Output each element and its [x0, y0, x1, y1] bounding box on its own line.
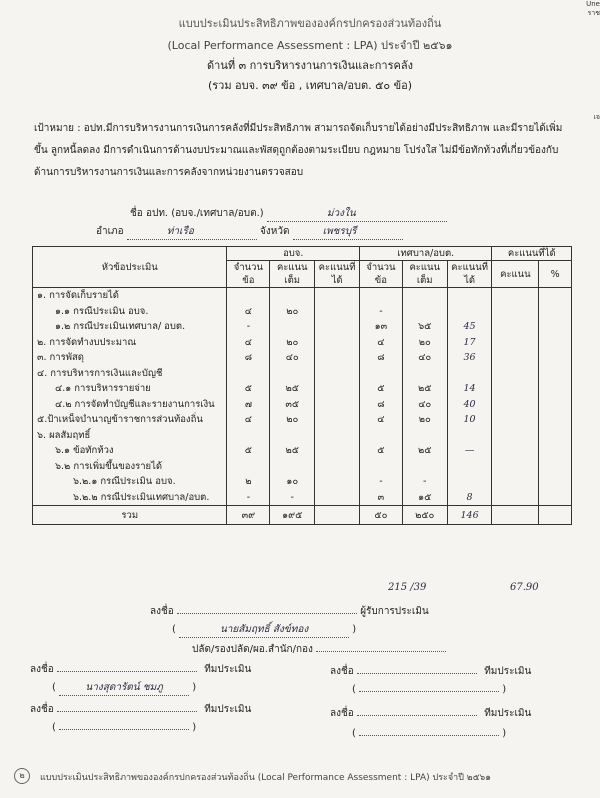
cell-s — [492, 443, 539, 459]
cell-s — [492, 490, 539, 506]
cell-a3 — [315, 304, 360, 320]
extra-note-1: 215 /39 — [388, 582, 427, 593]
edge-text-3: เจ — [593, 113, 600, 121]
team3-role: ทีมประเมิน — [204, 704, 252, 715]
cell-m2 — [402, 304, 447, 320]
page-footer: แบบประเมินประสิทธิภาพขององค์กรปกครองส่วนท้องถิ่น (Local Performance Assessment : LPA) ประจำปี ๒๕๖๑ — [40, 773, 491, 783]
cell-a3 — [315, 428, 360, 444]
cell-m2: ๔๐ — [402, 397, 447, 413]
percent-header: % — [539, 261, 572, 288]
table-row — [33, 304, 572, 320]
cell-m3 — [447, 428, 492, 444]
col-topic-header: หัวข้อประเมิน — [33, 247, 227, 288]
district-value: ท่าเรือ — [166, 226, 194, 237]
team4-role: ทีมประเมิน — [484, 708, 532, 719]
position-label: ปลัด/รองปลัด/ผอ.สำนัก/กอง — [192, 644, 313, 655]
row-topic: ๖.๒.๒ กรณีประเมินเทศบาล/อบต. — [33, 490, 227, 506]
cell-m2: ๒๐ — [402, 412, 447, 428]
main-sign-role: ผู้รับการประเมิน — [360, 606, 429, 617]
cell-a3 — [315, 490, 360, 506]
cell-m1 — [359, 288, 402, 304]
team4-sign-label: ลงชื่อ — [330, 708, 354, 719]
row-topic: ๕.ป้าเหน็จบำนาญข้าราชการส่วนท้องถิ่น — [33, 412, 227, 428]
cell-a2: ๔๐ — [270, 350, 315, 366]
pao-got-header: คะแนนที่ได้ — [315, 261, 360, 288]
main-signature-line — [150, 604, 429, 619]
mun-count-header: จำนวนข้อ — [359, 261, 402, 288]
total-label: รวม — [33, 506, 227, 525]
team1-role: ทีมประเมิน — [204, 664, 252, 675]
cell-m3: 36 — [447, 350, 492, 366]
row-topic: ๖.๒.๑ กรณีประเมิน อบจ. — [33, 474, 227, 490]
cell-m3: — — [447, 443, 492, 459]
cell-p — [539, 366, 572, 382]
table-row — [33, 350, 572, 366]
mun-got-header: คะแนนที่ได้ — [447, 261, 492, 288]
cell-a1 — [227, 288, 270, 304]
org-name-label: ชื่อ อปท. (อบจ./เทศบาล/อบต.) — [130, 208, 264, 219]
total-m2: ๒๕๐ — [402, 506, 447, 525]
header-line-2: (Local Performance Assessment : LPA) ประจำปี ๒๕๖๑ — [167, 39, 453, 52]
cell-a1: ๔ — [227, 304, 270, 320]
cell-s — [492, 319, 539, 335]
cell-m2: ๖๕ — [402, 319, 447, 335]
team1-name: ( นางสุดารัตน์ ชมภู ) — [52, 680, 196, 696]
pao-count-header: จำนวนข้อ — [227, 261, 270, 288]
cell-a2 — [270, 366, 315, 382]
cell-p — [539, 412, 572, 428]
row-topic: ๒. การจัดทำงบประมาณ — [33, 335, 227, 351]
table-row — [33, 319, 572, 335]
table-row — [33, 474, 572, 490]
cell-s — [492, 428, 539, 444]
cell-p — [539, 335, 572, 351]
team3-signature — [30, 702, 251, 717]
total-m3: 146 — [447, 506, 492, 525]
cell-p — [539, 474, 572, 490]
cell-a1 — [227, 428, 270, 444]
cell-m3: 40 — [447, 397, 492, 413]
cell-m1 — [359, 428, 402, 444]
page-edge-text — [580, 0, 600, 160]
cell-m2: ๒๕ — [402, 381, 447, 397]
team4-name: ( ) — [352, 728, 507, 739]
cell-a2 — [270, 319, 315, 335]
cell-m1: ๔ — [359, 412, 402, 428]
cell-s — [492, 397, 539, 413]
cell-m3 — [447, 459, 492, 475]
main-signer-name-value: นายสัมฤทธิ์ สังข์ทอง — [179, 622, 349, 638]
cell-a1: ๔ — [227, 412, 270, 428]
cell-a2: ๑๐ — [270, 474, 315, 490]
cell-a1 — [227, 459, 270, 475]
cell-m1: ๕ — [359, 381, 402, 397]
row-topic: ๑. การจัดเก็บรายได้ — [33, 288, 227, 304]
district-field — [96, 224, 403, 240]
total-m1: ๕๐ — [359, 506, 402, 525]
cell-a2: ๓๕ — [270, 397, 315, 413]
row-topic: ๑.๒ กรณีประเมินเทศบาล/ อบต. — [33, 319, 227, 335]
cell-a2: ๒๕ — [270, 443, 315, 459]
total-a3 — [315, 506, 360, 525]
cell-m2 — [402, 288, 447, 304]
team2-name: ( ) — [352, 684, 507, 695]
cell-m2: - — [402, 474, 447, 490]
assessment-table — [32, 246, 572, 525]
table-row — [33, 459, 572, 475]
cell-a3 — [315, 397, 360, 413]
cell-m2: ๒๕ — [402, 443, 447, 459]
cell-m2 — [402, 366, 447, 382]
cell-a1 — [227, 366, 270, 382]
cell-s — [492, 288, 539, 304]
team4-signature — [330, 706, 531, 721]
cell-a1: ๕ — [227, 443, 270, 459]
cell-m3 — [447, 304, 492, 320]
objective-label: เป้าหมาย : — [34, 123, 81, 134]
team2-sign-label: ลงชื่อ — [330, 666, 354, 677]
row-topic: ๔. การบริหารการเงินและบัญชี — [33, 366, 227, 382]
row-topic: ๑.๑ กรณีประเมิน อบจ. — [33, 304, 227, 320]
province-value: เพชรบุรี — [322, 226, 357, 237]
objective-text: อปท.มีการบริหารงานการเงินการคลังที่มีประสิทธิภาพ สามารถจัดเก็บรายได้อย่างมีประสิทธิภาพ และมีรายได้เพิ่มขึ้น ลูกหนี้ลดลง มีการดำเนินการด้านงบประมาณและพัสดุถูกต้องตามระเบียบ กฎหมาย โปร่งใส ไม่มีข้อทักท้วงที่เกี่ยวข้องกับด้านการบริหารงานการเงินและการคลังจากหน่วยงานตรวจสอบ — [34, 123, 563, 178]
row-topic: ๔.๑ การบริหารรายจ่าย — [33, 381, 227, 397]
row-topic: ๔.๒ การจัดทำบัญชีและรายงานการเงิน — [33, 397, 227, 413]
objective-paragraph — [34, 118, 574, 184]
table-row — [33, 335, 572, 351]
org-name-field — [130, 206, 447, 222]
cell-a1: ๕ — [227, 381, 270, 397]
cell-m2: ๒๐ — [402, 335, 447, 351]
cell-a2 — [270, 288, 315, 304]
table-row — [33, 381, 572, 397]
cell-p — [539, 304, 572, 320]
table-row — [33, 288, 572, 304]
edge-text-1: Une — [586, 0, 600, 8]
cell-a1: ๗ — [227, 397, 270, 413]
row-topic: ๖. ผลสัมฤทธิ์ — [33, 428, 227, 444]
cell-s — [492, 381, 539, 397]
cell-m1: - — [359, 304, 402, 320]
cell-a1: ๔ — [227, 335, 270, 351]
cell-a2 — [270, 459, 315, 475]
cell-m1 — [359, 366, 402, 382]
row-topic: ๖.๒ การเพิ่มขึ้นของรายได้ — [33, 459, 227, 475]
cell-m2 — [402, 428, 447, 444]
cell-a1: ๒ — [227, 474, 270, 490]
total-s — [492, 506, 539, 525]
page-number: ๒ — [14, 768, 30, 784]
cell-p — [539, 288, 572, 304]
score-group-header: คะแนนที่ได้ — [492, 247, 572, 261]
cell-a2: ๒๐ — [270, 412, 315, 428]
extra-note-2: 67.90 — [510, 582, 539, 593]
team1-sign-label: ลงชื่อ — [30, 664, 54, 675]
table-row — [33, 490, 572, 506]
team2-signature — [330, 664, 531, 679]
org-name-value: ม่วงใน — [326, 208, 356, 219]
cell-a3 — [315, 350, 360, 366]
cell-a1: - — [227, 319, 270, 335]
cell-p — [539, 381, 572, 397]
main-signer-name: ( นายสัมฤทธิ์ สังข์ทอง ) — [172, 622, 356, 638]
cell-p — [539, 443, 572, 459]
cell-p — [539, 350, 572, 366]
position-line — [192, 642, 446, 657]
cell-m3 — [447, 366, 492, 382]
score-header: คะแนน — [492, 261, 539, 288]
cell-p — [539, 490, 572, 506]
mun-group-header: เทศบาล/อบต. — [359, 247, 492, 261]
total-a2: ๑๙๕ — [270, 506, 315, 525]
cell-m3: 45 — [447, 319, 492, 335]
table-row — [33, 428, 572, 444]
team1-signature — [30, 662, 251, 677]
table-row — [33, 412, 572, 428]
cell-s — [492, 304, 539, 320]
cell-a2: ๒๕ — [270, 381, 315, 397]
cell-m1: ๕ — [359, 443, 402, 459]
cell-m3: 10 — [447, 412, 492, 428]
total-p — [539, 506, 572, 525]
cell-m3: 14 — [447, 381, 492, 397]
cell-p — [539, 319, 572, 335]
edge-text-2: ราช — [587, 9, 600, 17]
table-row — [33, 443, 572, 459]
cell-m2: ๔๐ — [402, 350, 447, 366]
cell-s — [492, 335, 539, 351]
cell-s — [492, 412, 539, 428]
province-label: จังหวัด — [260, 226, 290, 237]
cell-a2 — [270, 428, 315, 444]
cell-a2: - — [270, 490, 315, 506]
row-topic: ๖.๑ ข้อทักท้วง — [33, 443, 227, 459]
cell-m1: ๘ — [359, 350, 402, 366]
cell-a3 — [315, 381, 360, 397]
main-sign-label: ลงชื่อ — [150, 606, 174, 617]
header-line-3: ด้านที่ ๓ การบริหารงานการเงินและการคลัง — [207, 59, 413, 72]
header-line-4: (รวม อบจ. ๓๙ ข้อ , เทศบาล/อบต. ๕๐ ข้อ) — [207, 79, 413, 92]
cell-p — [539, 397, 572, 413]
mun-full-header: คะแนนเต็ม — [402, 261, 447, 288]
cell-a2: ๒๐ — [270, 335, 315, 351]
table-row — [33, 366, 572, 382]
cell-s — [492, 350, 539, 366]
header-line-1: แบบประเมินประสิทธิภาพขององค์กรปกครองส่วนท้องถิ่น — [178, 17, 442, 30]
total-row — [33, 506, 572, 525]
row-topic: ๓. การพัสดุ — [33, 350, 227, 366]
table-row — [33, 397, 572, 413]
total-a1: ๓๙ — [227, 506, 270, 525]
cell-m1: ๑๓ — [359, 319, 402, 335]
cell-a3 — [315, 412, 360, 428]
cell-a1: ๘ — [227, 350, 270, 366]
cell-m2: ๑๕ — [402, 490, 447, 506]
team1-name-value: นางสุดารัตน์ ชมภู — [59, 680, 189, 696]
cell-m1: ๘ — [359, 397, 402, 413]
cell-a3 — [315, 366, 360, 382]
cell-p — [539, 428, 572, 444]
pao-full-header: คะแนนเต็ม — [270, 261, 315, 288]
cell-s — [492, 474, 539, 490]
cell-m3: 17 — [447, 335, 492, 351]
cell-m3: 8 — [447, 490, 492, 506]
cell-m3 — [447, 288, 492, 304]
team3-sign-label: ลงชื่อ — [30, 704, 54, 715]
cell-a1: - — [227, 490, 270, 506]
cell-a3 — [315, 319, 360, 335]
cell-m3 — [447, 474, 492, 490]
cell-p — [539, 459, 572, 475]
cell-m1: ๓ — [359, 490, 402, 506]
district-label: อำเภอ — [96, 226, 124, 237]
cell-s — [492, 366, 539, 382]
cell-m1: ๔ — [359, 335, 402, 351]
cell-a3 — [315, 459, 360, 475]
cell-s — [492, 459, 539, 475]
cell-m1: - — [359, 474, 402, 490]
pao-group-header: อบจ. — [227, 247, 360, 261]
cell-a3 — [315, 335, 360, 351]
cell-m2 — [402, 459, 447, 475]
team2-role: ทีมประเมิน — [484, 666, 532, 677]
cell-a3 — [315, 288, 360, 304]
team3-name: ( ) — [52, 722, 197, 733]
cell-a3 — [315, 443, 360, 459]
cell-a3 — [315, 474, 360, 490]
cell-a2: ๒๐ — [270, 304, 315, 320]
cell-m1 — [359, 459, 402, 475]
